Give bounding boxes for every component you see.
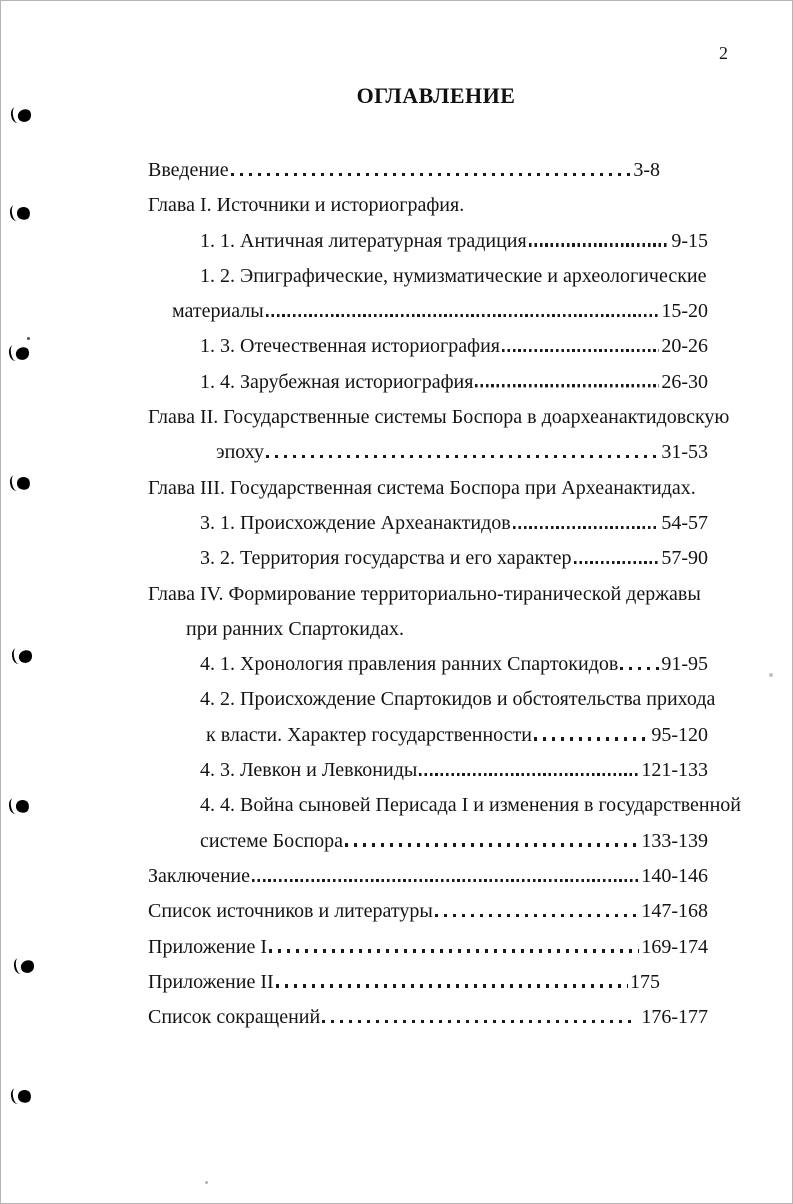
ink-blot-artifact	[9, 797, 33, 817]
toc-row	[200, 647, 708, 682]
toc-row	[148, 153, 708, 188]
toc-entry-label: 1. 1. Античная литературная традиция	[200, 229, 527, 252]
toc-row	[200, 824, 708, 859]
dot-leader	[529, 243, 670, 246]
ink-blot-artifact	[12, 647, 36, 667]
toc-entry-label: 3. 1. Происхождение Археанактидов	[200, 511, 511, 534]
dot-leader	[266, 455, 659, 458]
toc-entry-pages: 91-95	[661, 653, 708, 676]
dot-leader	[345, 843, 639, 846]
dot-leader	[475, 384, 659, 387]
scan-speck	[205, 1181, 208, 1184]
toc-entry-label: к власти. Характер государственности	[206, 723, 532, 746]
ink-blot-artifact	[9, 344, 33, 364]
toc-entry-pages: 169-174	[641, 935, 708, 958]
dot-leader	[269, 949, 639, 952]
toc-row	[200, 682, 716, 717]
toc-row	[200, 329, 708, 364]
toc-entry-label: 4. 4. Война сыновей Перисада I и изменения в государственной	[200, 794, 742, 817]
dot-leader	[322, 1020, 631, 1023]
toc-entry-pages: 176-177	[641, 1006, 708, 1029]
dot-leader	[435, 914, 640, 917]
toc-entry-label: Глава II. Государственные системы Боспора в доархеанактидовскую	[148, 406, 730, 429]
toc-entry-pages: 3-8	[633, 159, 660, 181]
dot-leader	[502, 349, 659, 352]
toc-row	[200, 224, 708, 259]
toc-row	[216, 435, 708, 470]
toc-entry-pages: 54-57	[661, 511, 708, 534]
toc-entry-pages: 147-168	[641, 900, 708, 923]
toc-entry-pages: 95-120	[651, 723, 708, 746]
toc-entry-pages: 175	[630, 970, 660, 993]
scan-speck	[27, 337, 30, 340]
toc-row	[148, 471, 708, 506]
toc-row	[186, 612, 708, 647]
dot-leader	[231, 173, 632, 176]
toc-entry-label: 4. 2. Происхождение Спартокидов и обстоятельства прихода	[200, 688, 716, 711]
table-of-contents	[148, 153, 742, 1035]
toc-entry-label: 3. 2. Территория государства и его характер	[200, 547, 572, 570]
dot-leader	[252, 879, 639, 882]
ink-blot-artifact	[11, 1087, 35, 1107]
dot-leader	[266, 314, 660, 317]
dot-leader	[419, 773, 639, 776]
toc-entry-pages: 20-26	[661, 335, 708, 358]
toc-row	[200, 753, 708, 788]
toc-entry-label: при ранних Спартокидах.	[186, 617, 404, 640]
toc-entry-label: Приложение I	[148, 935, 268, 958]
toc-row	[200, 259, 708, 294]
toc-entry-label: Глава III. Государственная система Боспора при Археанактидах.	[148, 476, 696, 499]
toc-entry-pages: 133-139	[641, 829, 708, 852]
toc-entry-pages: 57-90	[661, 547, 708, 570]
toc-entry-label: 4. 3. Левкон и Левкониды	[200, 759, 418, 782]
dot-leader	[574, 561, 660, 564]
toc-entry-pages: 26-30	[661, 370, 708, 393]
toc-entry-label: Заключение	[148, 864, 250, 887]
scan-speck	[769, 673, 773, 677]
toc-entry-label: Список сокращений	[148, 1006, 321, 1029]
toc-row	[148, 965, 708, 1000]
toc-entry-label: 1. 3. Отечественная историография	[200, 335, 500, 358]
toc-entry-label: Глава IV. Формирование территориально-тиранической державы	[148, 582, 701, 605]
toc-row	[148, 188, 708, 223]
toc-entry-label: системе Боспора	[200, 829, 344, 852]
toc-entry-label: Глава I. Источники и историография.	[148, 194, 465, 217]
toc-row	[200, 365, 708, 400]
dot-leader	[276, 984, 628, 987]
toc-row	[206, 718, 708, 753]
dot-leader	[513, 526, 660, 529]
toc-entry-label: 4. 1. Хронология правления ранних Спартокидов	[200, 653, 619, 676]
toc-entry-label: Приложение II	[148, 970, 274, 993]
toc-row	[172, 294, 708, 329]
toc-row	[148, 930, 708, 965]
toc-entry-label: 1. 4. Зарубежная историография	[200, 370, 474, 393]
ink-blot-artifact	[10, 474, 34, 494]
toc-row	[148, 894, 708, 929]
toc-entry-label: 1. 2. Эпиграфические, нумизматические и археологические	[200, 264, 707, 287]
toc-row	[148, 859, 708, 894]
toc-entry-pages: 9-15	[671, 229, 708, 252]
ink-blot-artifact	[11, 106, 35, 126]
toc-entry-pages: 121-133	[641, 759, 708, 782]
toc-row	[148, 400, 730, 435]
toc-entry-label: эпоху	[216, 441, 265, 464]
toc-entry-label: Список источников и литературы	[148, 900, 433, 923]
toc-entry-label: материалы	[172, 300, 264, 323]
dot-leader	[534, 737, 649, 740]
toc-row	[200, 788, 742, 823]
ink-blot-artifact	[10, 204, 34, 224]
toc-row	[200, 541, 708, 576]
ink-blot-artifact	[14, 957, 38, 977]
page-title: ОГЛАВЛЕНИЕ	[356, 83, 516, 108]
toc-row	[200, 506, 708, 541]
toc-row	[148, 577, 708, 612]
toc-row	[148, 1000, 708, 1035]
dot-leader	[620, 667, 659, 670]
toc-entry-pages: 140-146	[641, 864, 708, 887]
toc-entry-pages: 31-53	[661, 441, 708, 464]
toc-entry-pages: 15-20	[661, 300, 708, 323]
page-number: 2	[719, 43, 728, 63]
toc-entry-label: Введение	[148, 159, 229, 181]
